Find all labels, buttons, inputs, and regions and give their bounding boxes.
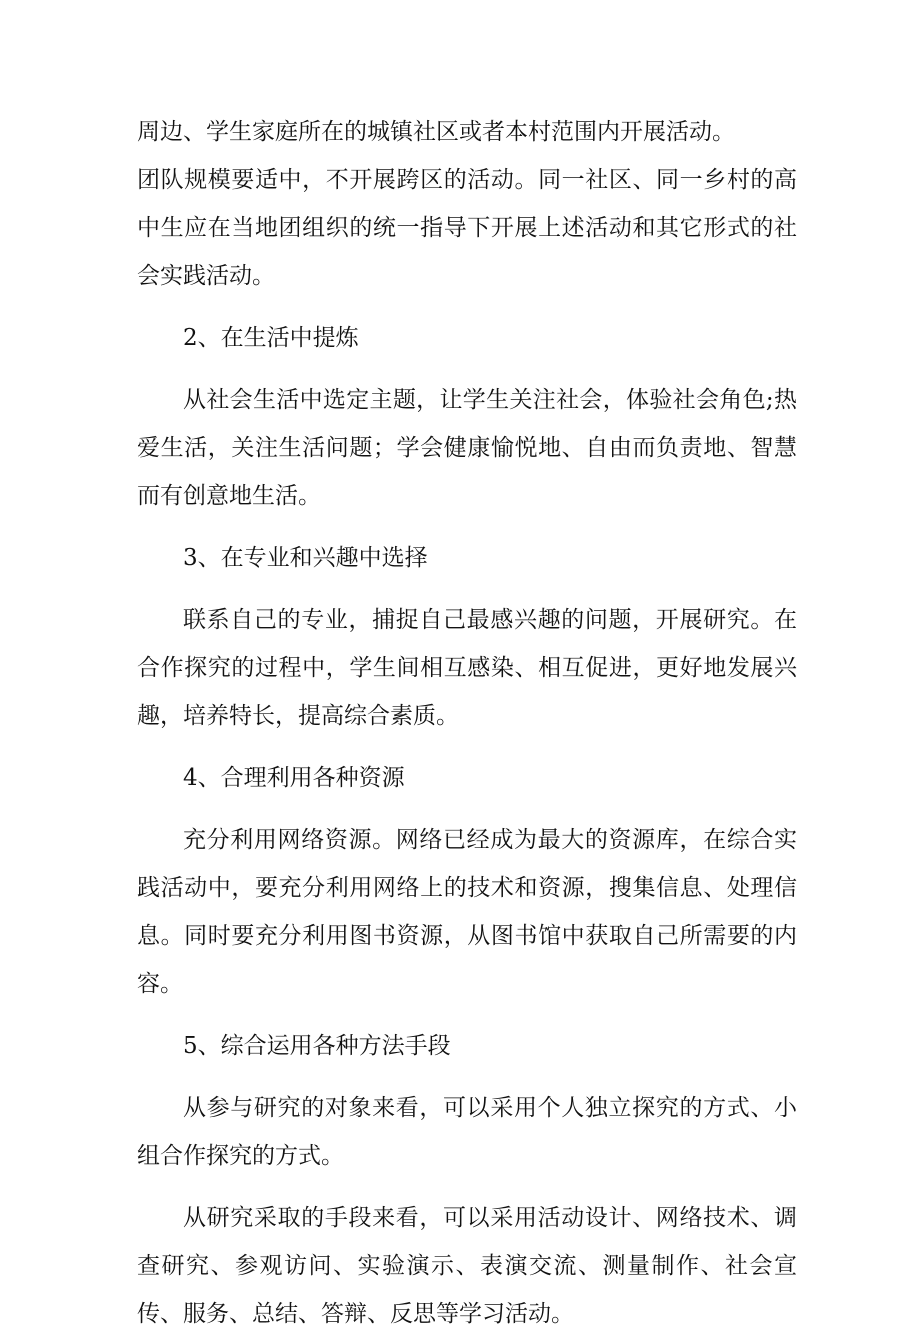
paragraph-research-subjects: 从参与研究的对象来看，可以采用个人独立探究的方式、小组合作探究的方式。 — [137, 1095, 797, 1169]
paragraph-research-means: 从研究采取的手段来看，可以采用活动设计、网络技术、调查研究、参观访问、实验演示、表演交流、测量制作、社会宣传、服务、总结、答辩、反思等学习活动。 — [137, 1205, 797, 1327]
paragraph-refine-from-life: 从社会生活中选定主题，让学生关注社会，体验社会角色;热爱生活，关注生活问题；学会健康愉悦地、自由而负责地、智慧而有创意地生活。 — [137, 387, 797, 509]
paragraph-continuation: 周边、学生家庭所在的城镇社区或者本村范围内开展活动。 — [137, 119, 735, 145]
heading-refine-from-life: 2、在生活中提炼 — [183, 325, 359, 351]
heading-choose-by-interest: 3、在专业和兴趣中选择 — [183, 545, 428, 571]
heading-combine-methods: 5、综合运用各种方法手段 — [183, 1033, 451, 1059]
paragraph-team-size: 团队规模要适中，不开展跨区的活动。同一社区、同一乡村的高中生应在当地团组织的统一指导下开展上述活动和其它形式的社会实践活动。 — [137, 167, 797, 289]
document-body — [137, 108, 797, 1338]
paragraph-choose-by-interest: 联系自己的专业，捕捉自己最感兴趣的问题，开展研究。在合作探究的过程中，学生间相互感染、相互促进，更好地发展兴趣，培养特长，提高综合素质。 — [137, 607, 797, 729]
paragraph-use-resources: 充分利用网络资源。网络已经成为最大的资源库，在综合实践活动中，要充分利用网络上的技术和资源，搜集信息、处理信息。同时要充分利用图书资源，从图书馆中获取自己所需要的内容。 — [137, 827, 797, 997]
heading-use-resources: 4、合理利用各种资源 — [183, 765, 405, 791]
